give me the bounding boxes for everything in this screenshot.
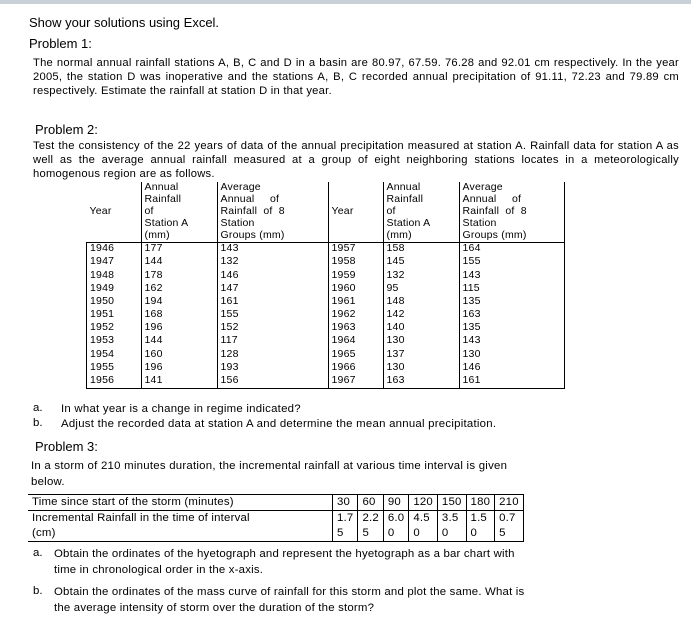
col-annual-a <box>141 182 217 242</box>
station-a-cell: 158 <box>383 242 459 256</box>
year-cell: 1953 <box>87 335 142 348</box>
group-avg-cell: 143 <box>459 269 564 282</box>
time-cell: 150 <box>437 495 466 511</box>
hdr-line: Station A <box>386 216 431 229</box>
group-avg-cell: 163 <box>459 308 564 321</box>
hdr-line: Annual of <box>220 192 280 205</box>
group-avg-cell: 115 <box>459 282 564 295</box>
top-border <box>0 0 691 4</box>
year-cell: 1951 <box>87 308 142 321</box>
col-annual-a-2 <box>383 182 459 242</box>
rain-bottom: 5 <box>337 527 344 539</box>
year-cell: 1964 <box>328 335 383 348</box>
problem3-title: Problem 3: <box>35 439 98 454</box>
group-avg-cell: 155 <box>217 308 328 321</box>
rain-bottom: 0 <box>387 527 395 539</box>
year-cell: 1957 <box>328 242 383 256</box>
year-cell: 1947 <box>87 256 142 269</box>
rain-top: 1.5 <box>470 512 487 524</box>
problem1-title: Problem 1: <box>29 36 92 51</box>
rain-top: 3.5 <box>441 512 459 524</box>
group-avg-cell: 161 <box>459 374 564 388</box>
rain-bottom: 0 <box>413 527 420 539</box>
station-a-cell: 142 <box>383 308 459 321</box>
group-avg-cell: 135 <box>459 295 564 308</box>
group-avg-cell: 161 <box>217 295 328 308</box>
year-cell: 1948 <box>87 269 142 282</box>
group-avg-cell: 146 <box>217 269 328 282</box>
rain-label-2: (cm) <box>32 527 56 539</box>
col-avg-group-2 <box>459 182 564 242</box>
year-cell: 1956 <box>87 374 142 388</box>
station-a-cell: 132 <box>383 269 459 282</box>
rain-top: 1.7 <box>337 512 354 524</box>
group-avg-cell: 143 <box>217 242 328 256</box>
q2a-text: In what year is a change in regime indicated? <box>61 403 301 415</box>
q2b-text: Adjust the recorded data at station A and determine the mean annual precipitation. <box>61 418 497 430</box>
station-a-cell: 162 <box>141 282 217 295</box>
year-cell: 1966 <box>328 361 383 374</box>
problem3-intro-1: In a storm of 210 minutes duration, the incremental rainfall at various time interval is given <box>31 460 508 472</box>
time-cell: 30 <box>333 495 358 511</box>
group-avg-cell: 146 <box>459 361 564 374</box>
rain-cell <box>333 511 358 542</box>
group-avg-cell: 132 <box>217 256 328 269</box>
year-cell: 1958 <box>328 256 383 269</box>
group-avg-cell: 155 <box>459 256 564 269</box>
year-cell: 1946 <box>87 242 142 256</box>
rainfall-table-header <box>87 182 565 242</box>
rain-cell <box>466 511 495 542</box>
station-a-cell: 163 <box>383 374 459 388</box>
rain-top: 0.7 <box>499 512 516 524</box>
table-row <box>87 269 565 282</box>
problem2-text: Test the consistency of the 22 years of data of the annual precipitation measured at station A. Rainfall data for station A as well as the average annual rainfall measured at a group of eight neighboring stations locates in a meteorologically homogenous region are as follows. <box>33 140 679 180</box>
rain-cell <box>358 511 383 542</box>
station-a-cell: 140 <box>383 322 459 335</box>
hdr-line: Annual of <box>462 192 522 205</box>
year-cell: 1959 <box>328 269 383 282</box>
rain-label-1: Incremental Rainfall in the time of interval <box>32 512 250 524</box>
year-cell: 1952 <box>87 322 142 335</box>
q3b-text <box>54 585 679 616</box>
group-avg-cell: 143 <box>459 335 564 348</box>
year-cell: 1963 <box>328 322 383 335</box>
table-row <box>87 308 565 321</box>
rain-bottom: 5 <box>362 527 369 539</box>
station-a-cell: 148 <box>383 295 459 308</box>
hdr-line: Annual <box>144 181 179 193</box>
hdr-line: of <box>386 204 396 217</box>
time-cell: 210 <box>495 495 524 511</box>
q3b-line1: Obtain the ordinates of the mass curve of rainfall for this storm and plot the same. What is <box>54 586 525 598</box>
hdr-line: Rainfall <box>386 192 424 205</box>
hdr-line: Average <box>220 181 261 193</box>
table-row <box>87 282 565 295</box>
table-row <box>87 256 565 269</box>
table-row <box>87 348 565 361</box>
station-a-cell: 137 <box>383 348 459 361</box>
rain-cell <box>409 511 438 542</box>
group-avg-cell: 164 <box>459 242 564 256</box>
year-cell: 1961 <box>328 295 383 308</box>
problem1-text: The normal annual rainfall stations A, B, C and D in a basin are 80.97, 67.59. 76.28 and 92.01 cm respectively. In the year 2005, the station D was inoperative and the stations A, B, C recorded annual precipitation of 91.11, 72.23 and 79.89 cm respectively. Estimate the rainfall at station D in that year. <box>33 57 679 97</box>
q3b-line2: the average intensity of storm over the duration of the storm? <box>54 601 375 614</box>
year-cell: 1949 <box>87 282 142 295</box>
hdr-line: Rainfall <box>144 192 182 205</box>
station-a-cell: 141 <box>141 374 217 388</box>
time-cell: 120 <box>409 495 438 511</box>
storm-table <box>28 494 524 542</box>
q2a-marker: a. <box>33 402 43 414</box>
hdr-line: Groups (mm) <box>220 228 285 241</box>
year-cell: 1960 <box>328 282 383 295</box>
q3b-marker: b. <box>33 585 43 597</box>
col-year: Year <box>87 182 142 242</box>
group-avg-cell: 135 <box>459 322 564 335</box>
group-avg-cell: 193 <box>217 361 328 374</box>
station-a-cell: 178 <box>141 269 217 282</box>
year-cell: 1950 <box>87 295 142 308</box>
station-a-cell: 130 <box>383 361 459 374</box>
q2b-marker: b. <box>33 417 43 429</box>
rain-top: 6.0 <box>387 512 405 524</box>
rain-bottom: 5 <box>499 527 506 539</box>
col-avg-group <box>217 182 328 242</box>
station-a-cell: 194 <box>141 295 217 308</box>
hdr-line: Station A <box>144 216 189 229</box>
group-avg-cell: 147 <box>217 282 328 295</box>
rain-top: 4.5 <box>413 512 430 524</box>
q3a-text <box>54 547 679 578</box>
station-a-cell: 168 <box>141 308 217 321</box>
time-label: Time since start of the storm (minutes) <box>28 495 333 511</box>
q3a-line1: Obtain the ordinates of the hyetograph and represent the hyetograph as a bar chart with <box>54 548 515 560</box>
table-row <box>87 361 565 374</box>
year-cell: 1962 <box>328 308 383 321</box>
problem2-title: Problem 2: <box>35 122 98 137</box>
hdr-line: Station <box>220 216 255 229</box>
year-cell: 1967 <box>328 374 383 388</box>
station-a-cell: 130 <box>383 335 459 348</box>
table-row <box>87 242 565 256</box>
q3a-line2: time in chronological order in the x-axis. <box>54 563 264 576</box>
rain-top: 2.2 <box>362 512 379 524</box>
rain-bottom: 0 <box>470 527 478 539</box>
problem3-intro-2: below. <box>31 476 65 488</box>
year-cell: 1965 <box>328 348 383 361</box>
group-avg-cell: 156 <box>217 374 328 388</box>
rain-cell <box>495 511 524 542</box>
instruction-text: Show your solutions using Excel. <box>29 15 220 30</box>
hdr-line: Rainfall of 8 <box>220 204 285 217</box>
storm-rain-row <box>28 511 523 542</box>
station-a-cell: 196 <box>141 361 217 374</box>
rain-label <box>28 511 333 542</box>
rain-cell <box>437 511 466 542</box>
group-avg-cell: 152 <box>217 322 328 335</box>
hdr-line: (mm) <box>144 228 170 241</box>
hdr-line: of <box>144 204 154 217</box>
year-cell: 1955 <box>87 361 142 374</box>
col-year-2: Year <box>328 182 383 242</box>
station-a-cell: 196 <box>141 322 217 335</box>
hdr-line: Average <box>462 181 503 193</box>
station-a-cell: 177 <box>141 242 217 256</box>
table-row <box>87 374 565 388</box>
group-avg-cell: 117 <box>217 335 328 348</box>
station-a-cell: 144 <box>141 335 217 348</box>
q3a-marker: a. <box>33 547 43 559</box>
year-cell: 1954 <box>87 348 142 361</box>
hdr-line: Annual <box>386 181 421 193</box>
rain-cell <box>383 511 408 542</box>
rainfall-table <box>86 182 565 389</box>
storm-time-row <box>28 495 523 511</box>
table-row <box>87 335 565 348</box>
station-a-cell: 144 <box>141 256 217 269</box>
hdr-line: (mm) <box>386 228 412 241</box>
hdr-line: Groups (mm) <box>462 228 527 241</box>
station-a-cell: 160 <box>141 348 217 361</box>
station-a-cell: 95 <box>383 282 459 295</box>
hdr-line: Rainfall of 8 <box>462 204 527 217</box>
station-a-cell: 145 <box>383 256 459 269</box>
time-cell: 180 <box>466 495 495 511</box>
table-row <box>87 322 565 335</box>
hdr-line: Station <box>462 216 497 229</box>
group-avg-cell: 130 <box>459 348 564 361</box>
time-cell: 60 <box>358 495 383 511</box>
group-avg-cell: 128 <box>217 348 328 361</box>
rain-bottom: 0 <box>441 527 449 539</box>
time-cell: 90 <box>383 495 408 511</box>
table-row <box>87 295 565 308</box>
